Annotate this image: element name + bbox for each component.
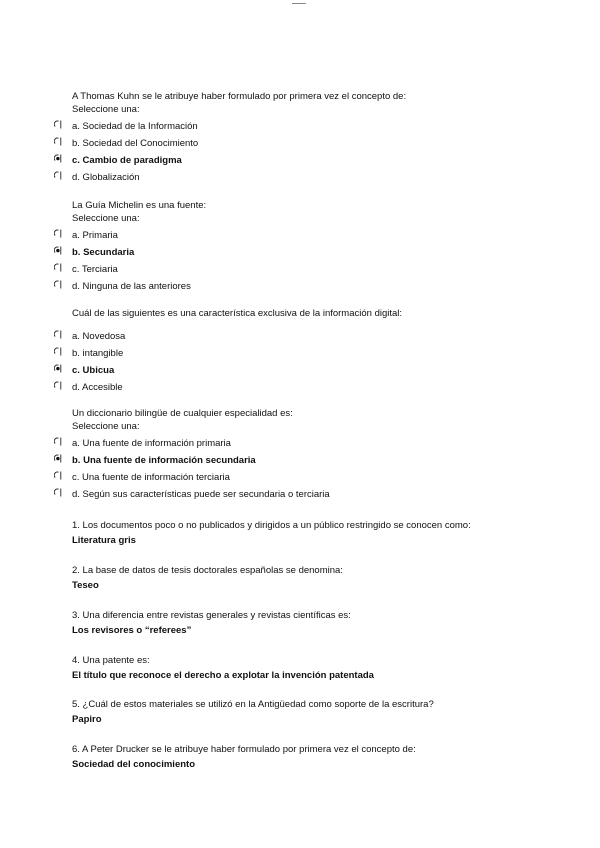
quiz-question-1 bbox=[72, 88, 542, 186]
radio-unchecked-icon[interactable] bbox=[54, 280, 63, 289]
option-label: d. Globalización bbox=[72, 172, 140, 183]
radio-unchecked-icon[interactable] bbox=[54, 263, 63, 272]
question-prompt: La Guía Michelin es una fuente: bbox=[72, 200, 207, 211]
answer-question: 2. La base de datos de tesis doctorales españolas se denomina: bbox=[72, 565, 343, 576]
radio-unchecked-icon[interactable] bbox=[54, 171, 63, 180]
answer-text: El título que reconoce el derecho a explotar la invención patentada bbox=[72, 670, 374, 681]
question-prompt: A Thomas Kuhn se le atribuye haber formulado por primera vez el concepto de: bbox=[72, 91, 407, 102]
option-label: b. Sociedad del Conocimiento bbox=[72, 138, 199, 149]
radio-checked-icon[interactable] bbox=[54, 364, 63, 373]
option-label: c. Ubicua bbox=[72, 365, 115, 376]
radio-checked-icon[interactable] bbox=[54, 246, 63, 255]
option-b[interactable] bbox=[72, 345, 542, 362]
option-label: a. Novedosa bbox=[72, 331, 126, 342]
quiz-question-2 bbox=[72, 197, 542, 295]
option-c[interactable] bbox=[72, 261, 542, 278]
option-label: b. Secundaria bbox=[72, 247, 135, 258]
answer-5 bbox=[72, 696, 542, 728]
quiz-question-4 bbox=[72, 405, 542, 503]
answer-text: Literatura gris bbox=[72, 535, 136, 546]
option-label: c. Terciaria bbox=[72, 264, 118, 275]
radio-unchecked-icon[interactable] bbox=[54, 381, 63, 390]
option-label: d. Según sus características puede ser secundaria o terciaria bbox=[72, 489, 330, 500]
answer-4 bbox=[72, 652, 542, 684]
option-c[interactable] bbox=[72, 362, 542, 379]
answer-text: Sociedad del conocimiento bbox=[72, 759, 195, 770]
option-label: a. Primaria bbox=[72, 230, 118, 241]
option-label: b. Una fuente de información secundaria bbox=[72, 455, 256, 466]
question-prompt: Cuál de las siguientes es una característica exclusiva de la información digital: bbox=[72, 308, 403, 319]
question-instruction: Seleccione una: bbox=[72, 213, 140, 224]
answer-text: Los revisores o “referees” bbox=[72, 625, 192, 636]
answer-2 bbox=[72, 562, 542, 594]
option-label: d. Ninguna de las anteriores bbox=[72, 281, 191, 292]
answer-text: Papiro bbox=[72, 714, 102, 725]
radio-unchecked-icon[interactable] bbox=[54, 229, 63, 238]
option-label: c. Una fuente de información terciaria bbox=[72, 472, 230, 483]
answer-6 bbox=[72, 741, 542, 773]
option-d[interactable] bbox=[72, 169, 542, 186]
option-label: a. Una fuente de información primaria bbox=[72, 438, 231, 449]
radio-unchecked-icon[interactable] bbox=[54, 347, 63, 356]
answer-question: 3. Una diferencia entre revistas generales y revistas científicas es: bbox=[72, 610, 351, 621]
radio-unchecked-icon[interactable] bbox=[54, 488, 63, 497]
option-label: a. Sociedad de la Información bbox=[72, 121, 198, 132]
option-a[interactable] bbox=[72, 227, 542, 244]
answer-question: 6. A Peter Drucker se le atribuye haber formulado por primera vez el concepto de: bbox=[72, 744, 416, 755]
option-d[interactable] bbox=[72, 278, 542, 295]
option-d[interactable] bbox=[72, 486, 542, 503]
option-b[interactable] bbox=[72, 452, 542, 469]
option-d[interactable] bbox=[72, 379, 542, 396]
option-label: b. intangible bbox=[72, 348, 124, 359]
question-instruction: Seleccione una: bbox=[72, 421, 140, 432]
answer-question: 1. Los documentos poco o no publicados y dirigidos a un público restringido se conocen como: bbox=[72, 520, 471, 531]
quiz-question-3 bbox=[72, 305, 542, 396]
option-b[interactable] bbox=[72, 135, 542, 152]
radio-checked-icon[interactable] bbox=[54, 154, 63, 163]
radio-unchecked-icon[interactable] bbox=[54, 471, 63, 480]
radio-unchecked-icon[interactable] bbox=[54, 137, 63, 146]
radio-checked-icon[interactable] bbox=[54, 454, 63, 463]
option-a[interactable] bbox=[72, 118, 542, 135]
option-c[interactable] bbox=[72, 469, 542, 486]
option-b[interactable] bbox=[72, 244, 542, 261]
answer-3 bbox=[72, 607, 542, 639]
option-a[interactable] bbox=[72, 435, 542, 452]
question-prompt: Un diccionario bilingüe de cualquier especialidad es: bbox=[72, 408, 293, 419]
answer-text: Teseo bbox=[72, 580, 99, 591]
question-instruction: Seleccione una: bbox=[72, 104, 140, 115]
answer-1 bbox=[72, 517, 542, 549]
option-label: c. Cambio de paradigma bbox=[72, 155, 182, 166]
radio-unchecked-icon[interactable] bbox=[54, 330, 63, 339]
option-a[interactable] bbox=[72, 328, 542, 345]
radio-unchecked-icon[interactable] bbox=[54, 437, 63, 446]
option-label: d. Accesible bbox=[72, 382, 123, 393]
radio-unchecked-icon[interactable] bbox=[54, 120, 63, 129]
answer-question: 5. ¿Cuál de estos materiales se utilizó en la Antigüedad como soporte de la escritura? bbox=[72, 699, 434, 710]
page-header-mark bbox=[292, 0, 306, 4]
answer-question: 4. Una patente es: bbox=[72, 655, 150, 666]
option-c[interactable] bbox=[72, 152, 542, 169]
